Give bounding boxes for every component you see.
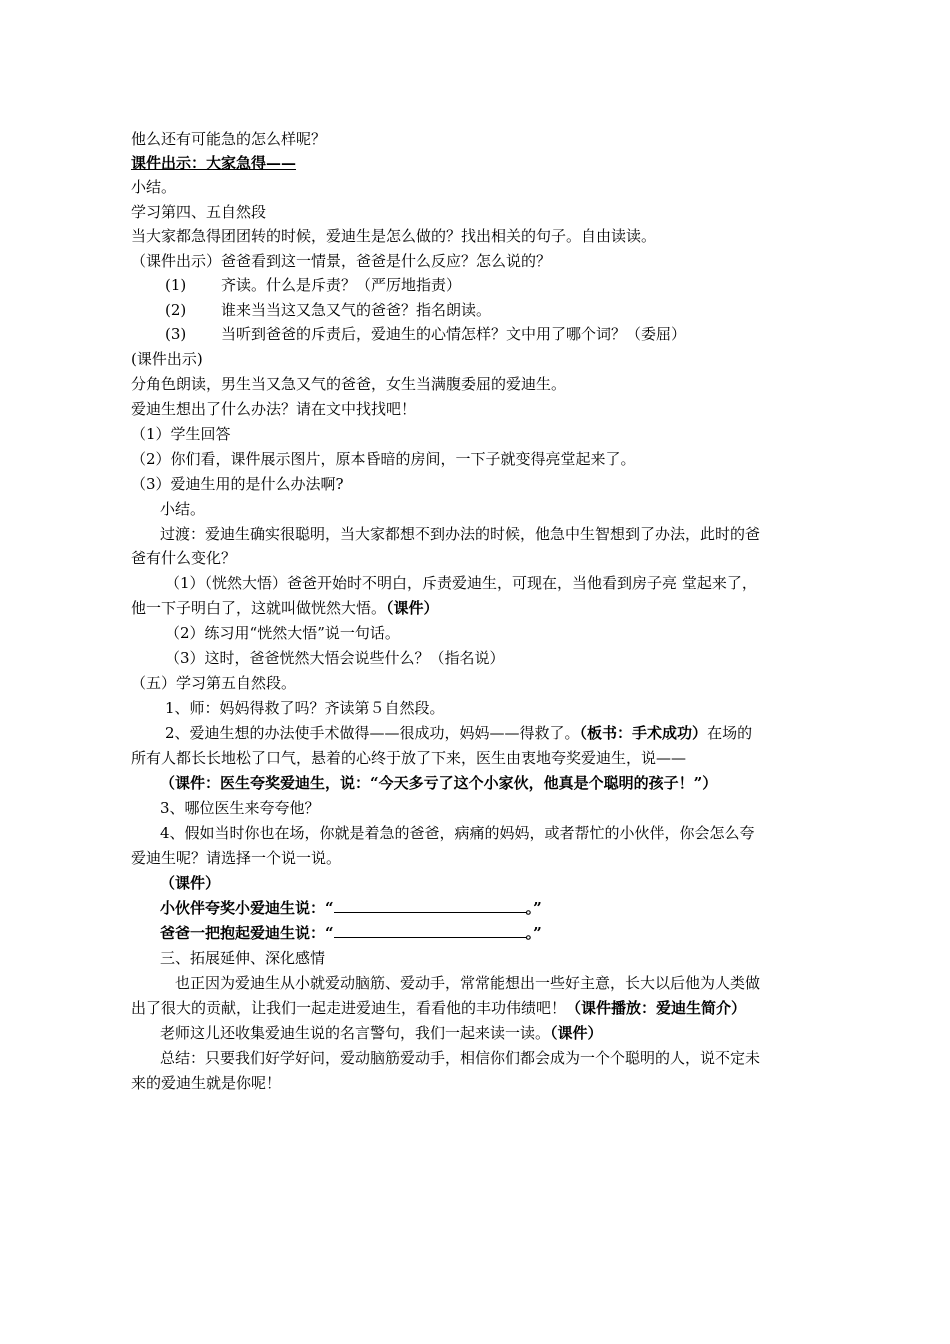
text-span: 出了很大的贡献，让我们一起走进爱迪生，看看他的丰功伟绩吧！ — [131, 999, 567, 1017]
courseware-note: （课件） — [386, 599, 439, 617]
numbered-item — [165, 323, 686, 345]
text-line: （3）这时，爸爸恍然大悟会说些什么？（指名说） — [165, 649, 505, 667]
text-line: （课件出示）爸爸看到这一情景，爸爸是什么反应？怎么说的？ — [131, 252, 552, 270]
board-note: （板书：手术成功） — [579, 724, 708, 742]
text-line: （2）你们看，课件展示图片，原本昏暗的房间，一下子就变得亮堂起来了。 — [131, 450, 636, 468]
text-line: 爱迪生呢？请选择一个说一说。 — [131, 849, 342, 867]
numbered-item — [165, 299, 491, 321]
text-line — [165, 722, 752, 744]
prompt-end: 。” — [525, 924, 542, 942]
text-line: 3、哪位医生来夸夸他？ — [160, 799, 320, 817]
item-text: 当听到爸爸的斥责后，爱迪生的心情怎样？文中用了哪个词？（委屈） — [221, 325, 687, 343]
prompt-text: 小伙伴夸奖小爱迪生说：“ — [160, 899, 334, 917]
text-line: 总结：只要我们好学好问，爱动脑筋爱动手，相信你们都会成为一个个聪明的人，说不定未 — [160, 1049, 761, 1067]
section-heading: （五）学习第五自然段。 — [131, 674, 297, 692]
text-line: 他么还有可能急的怎么样呢？ — [131, 130, 327, 148]
section-heading: 三、拓展延伸、深化感情 — [160, 949, 326, 967]
text-line: 来的爱迪生就是你呢！ — [131, 1074, 282, 1092]
prompt-end: 。” — [525, 899, 542, 917]
courseware-note: （课件播放：爱迪生简介） — [566, 999, 747, 1017]
item-number: (2) — [165, 301, 187, 319]
item-text: 齐读。什么是斥责？（严厉地指责） — [221, 276, 462, 294]
text-line: （3）爱迪生用的是什么办法啊? — [131, 475, 344, 493]
text-line — [131, 997, 746, 1019]
courseware-note: （课件） — [160, 874, 221, 892]
item-number: (3) — [165, 325, 187, 343]
answer-blank — [334, 923, 526, 938]
text-span: 2、爱迪生想的办法使手术做得——很成功，妈妈——得救了。 — [165, 724, 580, 742]
text-line: 分角色朗读，男生当又急又气的爸爸，女生当满腹委屈的爱迪生。 — [131, 375, 567, 393]
text-line: 爱迪生想出了什么办法？请在文中找找吧！ — [131, 400, 417, 418]
text-line: 1、师：妈妈得救了吗？齐读第５自然段。 — [165, 699, 445, 717]
answer-blank — [334, 898, 526, 913]
text-span: 老师这儿还收集爱迪生说的名言警句，我们一起来读一读。 — [160, 1024, 551, 1042]
text-span: 他一下子明白了，这就叫做恍然大悟。 — [131, 599, 387, 617]
text-line: 当大家都急得团团转的时候，爱迪生是怎么做的？找出相关的句子。自由读读。 — [131, 227, 657, 245]
fill-in-line — [160, 897, 542, 919]
courseware-note: （课件） — [550, 1024, 603, 1042]
courseware-note: （课件：医生夸奖爱迪生，说：“今天多亏了这个小家伙，他真是个聪明的孩子！”） — [160, 774, 718, 792]
text-line: 也正因为爱迪生从小就爱动脑筋、爱动手，常常能想出一些好主意，长大以后他为人类做 — [175, 974, 761, 992]
text-line: 4、假如当时你也在场，你就是着急的爸爸，病痛的妈妈，或者帮忙的小伙伴，你会怎么夸 — [160, 824, 755, 842]
text-line: （1）学生回答 — [131, 425, 231, 443]
text-line: 所有人都长长地松了口气，悬着的心终于放了下来，医生由衷地夸奖爱迪生，说—— — [131, 749, 687, 767]
text-line — [131, 597, 439, 619]
text-line — [160, 1022, 603, 1044]
text-line: （2）练习用“恍然大悟”说一句话。 — [165, 624, 400, 642]
numbered-item — [165, 274, 461, 296]
text-line: 小结。 — [160, 500, 206, 518]
text-line: 小结。 — [131, 178, 177, 196]
item-number: (1) — [165, 276, 187, 294]
section-heading: 学习第四、五自然段 — [131, 203, 267, 221]
fill-in-line — [160, 922, 542, 944]
text-line: 爸有什么变化？ — [131, 549, 237, 567]
courseware-heading: 课件出示：大家急得—— — [131, 154, 297, 172]
text-line: （1）（恍然大悟）爸爸开始时不明白，斥责爱迪生，可现在，当他看到房子亮 堂起来了， — [165, 574, 757, 592]
text-line: (课件出示) — [131, 350, 203, 368]
text-line: 过渡：爱迪生确实很聪明，当大家都想不到办法的时候，他急中生智想到了办法，此时的爸 — [160, 525, 761, 543]
prompt-text: 爸爸一把抱起爱迪生说：“ — [160, 924, 334, 942]
item-text: 谁来当当这又急又气的爸爸？指名朗读。 — [221, 301, 492, 319]
text-span: 在场的 — [707, 724, 753, 742]
